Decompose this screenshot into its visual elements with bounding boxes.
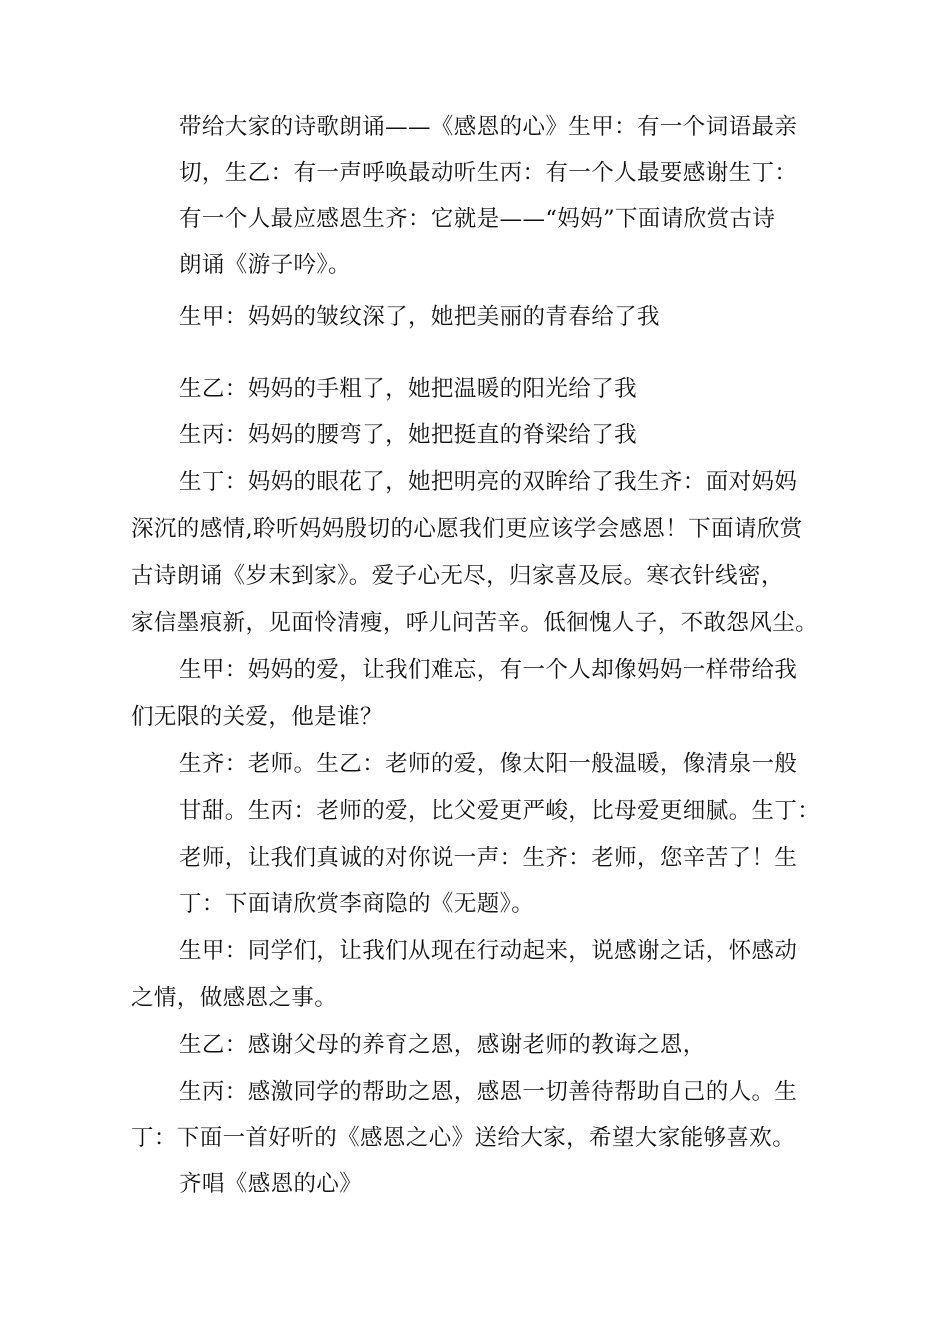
text-line: 深沉的感情,聆听妈妈殷切的心愿我们更应该学会感恩！下面请欣赏 (131, 516, 803, 542)
text-line: 生齐：老师。生乙：老师的爱，像太阳一般温暖，像清泉一般 (179, 751, 798, 777)
text-line: 生甲：同学们，让我们从现在行动起来，说感谢之话，怀感动 (179, 938, 798, 964)
text-line: 们无限的关爱，他是谁？ (131, 704, 383, 730)
text-line: 生乙：感谢父母的养育之恩，感谢老师的教诲之恩， (179, 1032, 706, 1058)
text-line: 生丁：妈妈的眼花了，她把明亮的双眸给了我生齐：面对妈妈 (179, 469, 798, 495)
text-line: 切，生乙：有一声呼唤最动听生丙：有一个人最要感谢生丁： (179, 160, 798, 186)
text-line: 有一个人最应感恩生齐：它就是——“妈妈”下面请欣赏古诗 (179, 206, 776, 232)
text-line: 家信墨痕新，见面怜清瘦，呼儿问苦辛。低徊愧人子，不敢怨风尘。 (131, 610, 819, 636)
text-line: 生乙：妈妈的手粗了，她把温暖的阳光给了我 (179, 376, 638, 402)
text-line: 齐唱《感恩的心》 (179, 1171, 363, 1197)
text-line: 朗诵《游子吟》。 (179, 252, 351, 278)
text-line: 带给大家的诗歌朗诵——《感恩的心》生甲：有一个词语最亲 (179, 114, 798, 140)
text-line: 生丙：妈妈的腰弯了，她把挺直的脊梁给了我 (179, 422, 638, 448)
text-line: 甘甜。生丙：老师的爱，比父爱更严峻，比母爱更细腻。生丁： (179, 798, 821, 824)
text-line: 丁：下面一首好听的《感恩之心》送给大家，希望大家能够喜欢。 (131, 1125, 796, 1151)
text-line: 之情，做感恩之事。 (131, 985, 338, 1011)
text-line: 古诗朗诵《岁末到家》。爱子心无尽，归家喜及辰。寒衣针线密， (131, 563, 784, 589)
text-line: 生丙：感激同学的帮助之恩，感恩一切善待帮助自己的人。生 (179, 1079, 798, 1105)
text-line: 丁：下面请欣赏李商隐的《无题》。 (179, 891, 535, 917)
text-line: 生甲：妈妈的皱纹深了，她把美丽的青春给了我 (179, 304, 660, 330)
text-line: 老师，让我们真诚的对你说一声：生齐：老师，您辛苦了！生 (179, 845, 798, 871)
text-line: 生甲：妈妈的爱，让我们难忘，有一个人却像妈妈一样带给我 (179, 657, 798, 683)
